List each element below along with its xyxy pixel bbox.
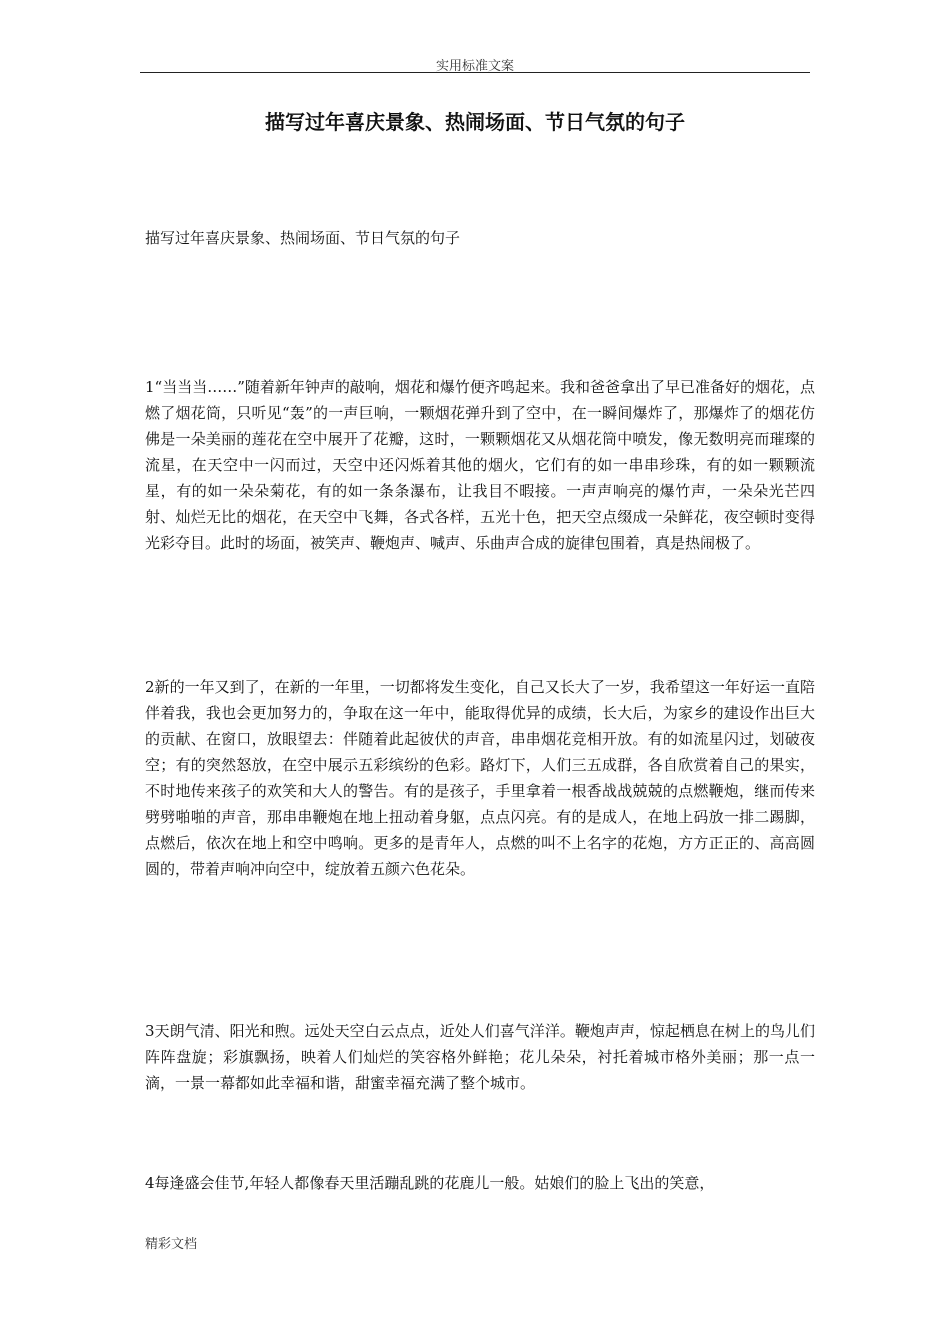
page-footer: 精彩文档 xyxy=(145,1237,198,1252)
header-divider xyxy=(140,72,810,73)
paragraph-3: 3天朗气清、阳光和煦。远处天空白云点点，近处人们喜气洋洋。鞭炮声声，惊起栖息在树上的鸟儿们阵阵盘旋；彩旗飘扬，映着人们灿烂的笑容格外鲜艳；花儿朵朵，衬托着城市格外美丽；那一点一滴，一景一幕都如此幸福和谐，甜蜜幸福充满了整个城市。 xyxy=(145,1022,815,1092)
paragraph-2: 2新的一年又到了，在新的一年里，一切都将发生变化，自己又长大了一岁，我希望这一年好运一直陪伴着我，我也会更加努力的，争取在这一年中，能取得优异的成绩，长大后，为家乡的建设作出巨大的贡献、在窗口，放眼望去：伴随着此起彼伏的声音，串串烟花竞相开放。有的如流星闪过，划破夜空；有的突然怒放，在空中展示五彩缤纷的色彩。路灯下，人们三五成群，各自欣赏着自己的果实，不时地传来孩子的欢笑和大人的警告。有的是孩子，手里拿着一根香战战兢兢的点燃鞭炮，继而传来劈劈啪啪的声音，那串串鞭炮在地上扭动着身躯，点点闪亮。有的是成人，在地上码放一排二踢脚，点燃后，依次在地上和空中鸣响。更多的是青年人，点燃的叫不上名字的花炮，方方正正的、高高圆圆的，带着声响冲向空中，绽放着五颜六色花朵。 xyxy=(145,678,815,878)
paragraph-4: 4每逢盛会佳节,年轻人都像春天里活蹦乱跳的花鹿儿一般。姑娘们的脸上飞出的笑意， xyxy=(145,1174,715,1192)
document-title: 描写过年喜庆景象、热闹场面、节日气氛的句子 xyxy=(265,110,685,134)
paragraph-1: 1“当当当……”随着新年钟声的敲响，烟花和爆竹便齐鸣起来。我和爸爸拿出了早已准备好的烟花，点燃了烟花筒，只听见“轰”的一声巨响，一颗烟花弹升到了空中，在一瞬间爆炸了，那爆炸了的烟花仿佛是一朵美丽的莲花在空中展开了花瓣，这时，一颗颗烟花又从烟花筒中喷发，像无数明亮而璀璨的流星，在天空中一闪而过，天空中还闪烁着其他的烟火，它们有的如一串串珍珠，有的如一颗颗流星，有的如一朵朵菊花，有的如一条条瀑布，让我目不暇接。一声声响亮的爆竹声，一朵朵光芒四射、灿烂无比的烟花，在天空中飞舞，各式各样，五光十色，把天空点缀成一朵鲜花，夜空顿时变得光彩夺目。此时的场面，被笑声、鞭炮声、喊声、乐曲声合成的旋律包围着，真是热闹极了。 xyxy=(145,378,815,552)
page-header: 实用标准文案 xyxy=(435,59,514,74)
document-subtitle: 描写过年喜庆景象、热闹场面、节日气氛的句子 xyxy=(145,229,461,247)
